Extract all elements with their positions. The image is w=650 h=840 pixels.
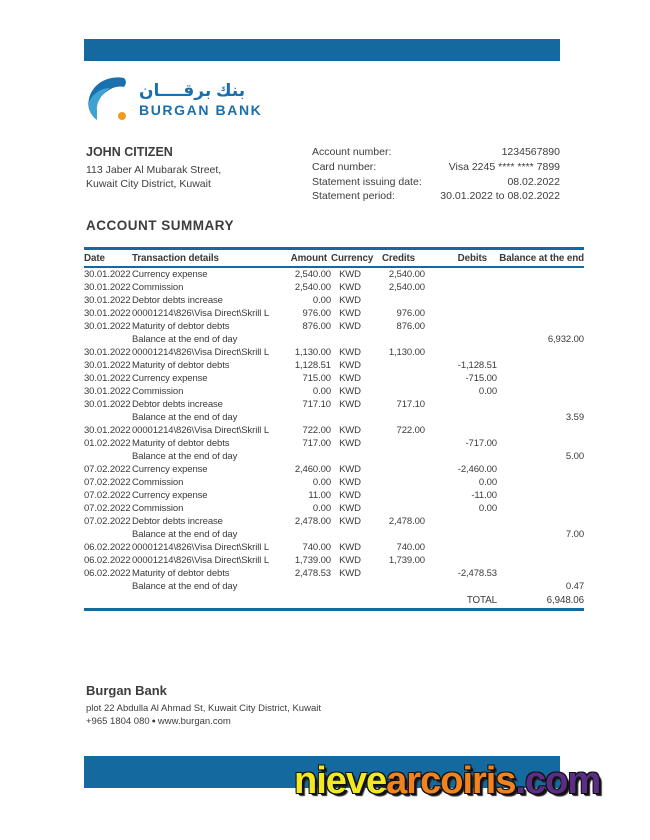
- cell-date: 01.02.2022: [84, 438, 131, 449]
- cell-balance: [497, 437, 584, 450]
- header-date: Date: [84, 249, 132, 268]
- bullet-separator-icon: ●: [151, 718, 156, 725]
- cell-currency: [331, 333, 369, 346]
- cell-credits: [369, 580, 425, 593]
- cell-currency: KWD: [339, 386, 361, 397]
- day-balance-row: [84, 333, 584, 346]
- cell-date: [84, 528, 132, 541]
- day-balance-row: [84, 450, 584, 463]
- cell-amount: 0.00: [312, 386, 331, 397]
- transaction-row: [84, 307, 584, 320]
- cell-balance: 7.00: [565, 529, 584, 540]
- cell-date: 30.01.2022: [84, 360, 131, 371]
- account-info-label: Statement period:: [312, 190, 395, 203]
- transaction-row: [84, 398, 584, 411]
- cell-amount: [282, 333, 331, 346]
- cell-currency: KWD: [339, 568, 361, 579]
- cell-currency: KWD: [339, 516, 361, 527]
- footer-block: [86, 683, 321, 728]
- cell-currency: [331, 450, 369, 463]
- transaction-row: [84, 476, 584, 489]
- header-transaction-details: Transaction details: [132, 249, 282, 268]
- cell-amount: 722.00: [302, 425, 331, 436]
- cell-amount: [282, 411, 331, 424]
- cell-amount: 0.00: [312, 295, 331, 306]
- bank-logo: [84, 74, 262, 124]
- cell-debits: [425, 281, 497, 294]
- cell-currency: KWD: [339, 308, 361, 319]
- cell-credits: [369, 502, 425, 515]
- cell-credits: [369, 411, 425, 424]
- cell-balance: [497, 476, 584, 489]
- cell-details: Balance at the end of day: [132, 451, 238, 462]
- cell-debits: [425, 450, 497, 463]
- cell-date: [84, 333, 132, 346]
- account-info-row: [312, 145, 560, 160]
- cell-debits: [425, 307, 497, 320]
- cell-credits: 2,540.00: [388, 269, 425, 280]
- bank-name-latin: BURGAN BANK: [139, 101, 263, 118]
- cell-balance: [497, 541, 584, 554]
- cell-details: Balance at the end of day: [132, 581, 238, 592]
- transaction-row: [84, 294, 584, 307]
- cell-date: 30.01.2022: [84, 282, 131, 293]
- cell-credits: [369, 359, 425, 372]
- cell-details: Commission: [132, 503, 184, 514]
- cell-credits: [369, 567, 425, 580]
- transaction-row: [84, 463, 584, 476]
- cell-amount: 2,540.00: [294, 269, 331, 280]
- cell-date: 30.01.2022: [84, 295, 131, 306]
- cell-debits: -717.00: [465, 438, 497, 449]
- cell-amount: 2,478.00: [294, 516, 331, 527]
- cell-debits: [425, 320, 497, 333]
- cell-amount: 2,540.00: [294, 282, 331, 293]
- customer-address-line1: 113 Jaber Al Mubarak Street,: [86, 164, 222, 176]
- transaction-row: [84, 489, 584, 502]
- cell-debits: [425, 398, 497, 411]
- account-info-label: Card number:: [312, 160, 377, 173]
- total-value: 6,948.06: [497, 593, 584, 610]
- cell-credits: [369, 437, 425, 450]
- cell-details: Currency expense: [132, 490, 208, 501]
- cell-date: 30.01.2022: [84, 425, 131, 436]
- header-debits: Debits: [425, 249, 497, 268]
- transaction-row: [84, 554, 584, 567]
- bank-name-arabic: بنك برقــــان: [139, 80, 246, 100]
- header-amount: Amount: [282, 249, 331, 268]
- cell-details: Balance at the end of day: [132, 412, 238, 423]
- cell-date: 30.01.2022: [84, 399, 131, 410]
- cell-details: Maturity of debtor debts: [132, 360, 230, 371]
- cell-debits: [425, 333, 497, 346]
- account-info-value: 08.02.2022: [507, 175, 560, 188]
- cell-date: [84, 580, 132, 593]
- cell-balance: [497, 463, 584, 476]
- transaction-row: [84, 372, 584, 385]
- account-info-block: [312, 145, 560, 204]
- cell-balance: [497, 359, 584, 372]
- transaction-row: [84, 515, 584, 528]
- cell-details: 00001214\826\Visa Direct\Skrill L: [132, 308, 269, 319]
- cell-balance: [497, 489, 584, 502]
- watermark-part-1: nieve: [294, 760, 387, 802]
- cell-debits: 0.00: [478, 477, 497, 488]
- cell-date: 30.01.2022: [84, 321, 131, 332]
- cell-balance: [497, 502, 584, 515]
- statement-table-body: [84, 267, 584, 593]
- cell-currency: KWD: [339, 373, 361, 384]
- cell-date: 07.02.2022: [84, 464, 131, 475]
- cell-balance: [497, 424, 584, 437]
- cell-balance: [497, 554, 584, 567]
- cell-date: 30.01.2022: [84, 373, 131, 384]
- cell-debits: 0.00: [478, 386, 497, 397]
- total-row: [84, 593, 584, 610]
- cell-amount: 740.00: [302, 542, 331, 553]
- cell-date: 07.02.2022: [84, 516, 131, 527]
- statement-table-header: [84, 249, 584, 268]
- cell-currency: KWD: [339, 477, 361, 488]
- total-label: TOTAL: [425, 593, 497, 610]
- account-info-value: Visa 2245 **** **** 7899: [448, 160, 560, 173]
- cell-amount: 1,128.51: [294, 360, 331, 371]
- cell-currency: KWD: [339, 555, 361, 566]
- cell-balance: [497, 307, 584, 320]
- cell-credits: [369, 333, 425, 346]
- cell-currency: KWD: [339, 282, 361, 293]
- cell-debits: [425, 541, 497, 554]
- cell-balance: [497, 385, 584, 398]
- cell-debits: [425, 580, 497, 593]
- cell-amount: [282, 528, 331, 541]
- cell-balance: 3.59: [565, 412, 584, 423]
- transaction-row: [84, 320, 584, 333]
- watermark: [294, 760, 600, 803]
- cell-currency: KWD: [339, 503, 361, 514]
- cell-balance: 0.47: [565, 581, 584, 592]
- cell-debits: -2,478.53: [457, 568, 497, 579]
- customer-name: JOHN CITIZEN: [86, 145, 173, 159]
- transaction-row: [84, 437, 584, 450]
- transaction-row: [84, 567, 584, 580]
- cell-details: Currency expense: [132, 464, 208, 475]
- cell-amount: 717.00: [302, 438, 331, 449]
- cell-details: Balance at the end of day: [132, 529, 238, 540]
- cell-amount: 1,739.00: [294, 555, 331, 566]
- day-balance-row: [84, 528, 584, 541]
- cell-date: 07.02.2022: [84, 503, 131, 514]
- cell-amount: 0.00: [312, 477, 331, 488]
- cell-amount: 0.00: [312, 503, 331, 514]
- cell-date: 06.02.2022: [84, 542, 131, 553]
- cell-currency: KWD: [339, 438, 361, 449]
- transaction-row: [84, 281, 584, 294]
- cell-credits: [369, 372, 425, 385]
- cell-debits: [425, 424, 497, 437]
- cell-balance: [497, 372, 584, 385]
- cell-debits: [425, 267, 497, 281]
- cell-currency: KWD: [339, 464, 361, 475]
- cell-debits: [425, 528, 497, 541]
- cell-date: 30.01.2022: [84, 386, 131, 397]
- cell-currency: KWD: [339, 490, 361, 501]
- cell-debits: [425, 515, 497, 528]
- cell-amount: [282, 450, 331, 463]
- transaction-row: [84, 359, 584, 372]
- cell-currency: KWD: [339, 425, 361, 436]
- cell-credits: 1,130.00: [388, 347, 425, 358]
- cell-debits: [425, 346, 497, 359]
- cell-balance: [497, 515, 584, 528]
- account-info-row: [312, 160, 560, 175]
- cell-credits: 717.10: [396, 399, 425, 410]
- cell-amount: 717.10: [302, 399, 331, 410]
- cell-credits: [369, 450, 425, 463]
- cell-debits: [425, 554, 497, 567]
- cell-details: Maturity of debtor debts: [132, 568, 230, 579]
- cell-balance: [497, 267, 584, 281]
- header-currency: Currency: [331, 249, 369, 268]
- cell-details: Debtor debts increase: [132, 516, 223, 527]
- footer-phone: +965 1804 080: [86, 716, 150, 727]
- cell-amount: [282, 580, 331, 593]
- header-row: [84, 249, 584, 268]
- account-info-label: Account number:: [312, 146, 392, 158]
- cell-amount: 876.00: [302, 321, 331, 332]
- cell-amount: 715.00: [302, 373, 331, 384]
- cell-currency: KWD: [339, 321, 361, 332]
- statement-table: [84, 247, 584, 611]
- cell-credits: [369, 489, 425, 502]
- transaction-row: [84, 385, 584, 398]
- cell-details: Commission: [132, 477, 184, 488]
- cell-details: Currency expense: [132, 373, 208, 384]
- cell-credits: 876.00: [396, 321, 425, 332]
- cell-debits: -11.00: [471, 490, 497, 501]
- transaction-row: [84, 502, 584, 515]
- cell-date: [84, 411, 132, 424]
- cell-credits: 976.00: [396, 308, 425, 319]
- section-title: ACCOUNT SUMMARY: [86, 218, 234, 233]
- cell-date: 06.02.2022: [84, 568, 131, 579]
- cell-credits: [369, 528, 425, 541]
- transaction-row: [84, 424, 584, 437]
- cell-details: Commission: [132, 282, 184, 293]
- burgan-swoosh-icon: [84, 74, 130, 124]
- cell-currency: KWD: [339, 542, 361, 553]
- cell-amount: 2,478.53: [294, 568, 331, 579]
- cell-currency: KWD: [339, 399, 361, 410]
- cell-credits: [369, 385, 425, 398]
- header-bar: [84, 39, 560, 61]
- transaction-row: [84, 267, 584, 281]
- transaction-row: [84, 541, 584, 554]
- watermark-part-2: arcoiris: [386, 760, 516, 802]
- cell-date: 07.02.2022: [84, 490, 131, 501]
- cell-date: 30.01.2022: [84, 308, 131, 319]
- cell-currency: KWD: [339, 295, 361, 306]
- cell-details: 00001214\826\Visa Direct\Skrill L: [132, 542, 269, 553]
- cell-date: [84, 450, 132, 463]
- cell-currency: KWD: [339, 269, 361, 280]
- cell-credits: [369, 463, 425, 476]
- cell-balance: [497, 346, 584, 359]
- cell-details: 00001214\826\Visa Direct\Skrill L: [132, 425, 269, 436]
- cell-credits: 740.00: [396, 542, 425, 553]
- bank-logo-text: [139, 81, 262, 118]
- account-info-label: Statement issuing date:: [312, 175, 422, 188]
- cell-debits: [425, 411, 497, 424]
- footer-address: plot 22 Abdulla Al Ahmad St, Kuwait City District, Kuwait: [86, 703, 321, 714]
- cell-details: Balance at the end of day: [132, 334, 238, 345]
- statement-table-footer: [84, 593, 584, 610]
- cell-balance: [497, 320, 584, 333]
- cell-currency: [331, 528, 369, 541]
- cell-currency: KWD: [339, 360, 361, 371]
- customer-block: [86, 145, 221, 204]
- cell-balance: [497, 281, 584, 294]
- cell-date: 30.01.2022: [84, 347, 131, 358]
- cell-balance: [497, 567, 584, 580]
- cell-details: Commission: [132, 386, 184, 397]
- day-balance-row: [84, 580, 584, 593]
- cell-details: Debtor debts increase: [132, 295, 223, 306]
- cell-debits: -1,128.51: [457, 360, 497, 371]
- cell-amount: 976.00: [302, 308, 331, 319]
- cell-credits: 2,540.00: [388, 282, 425, 293]
- cell-details: Maturity of debtor debts: [132, 321, 230, 332]
- footer-contact: [86, 715, 321, 728]
- cell-credits: [369, 294, 425, 307]
- transaction-row: [84, 346, 584, 359]
- cell-credits: 1,739.00: [388, 555, 425, 566]
- day-balance-row: [84, 411, 584, 424]
- cell-amount: 1,130.00: [294, 347, 331, 358]
- header-balance: Balance at the end: [497, 249, 584, 268]
- cell-details: Maturity of debtor debts: [132, 438, 230, 449]
- cell-credits: [369, 476, 425, 489]
- cell-balance: 6,932.00: [547, 334, 584, 345]
- cell-currency: KWD: [339, 347, 361, 358]
- cell-balance: [497, 294, 584, 307]
- cell-debits: [425, 294, 497, 307]
- account-info-value: 30.01.2022 to 08.02.2022: [440, 190, 560, 203]
- cell-date: 07.02.2022: [84, 477, 131, 488]
- cell-amount: 11.00: [308, 490, 331, 501]
- cell-date: 30.01.2022: [84, 269, 131, 280]
- cell-balance: 5.00: [565, 451, 584, 462]
- cell-credits: 722.00: [396, 425, 425, 436]
- footer-website: www.burgan.com: [157, 716, 231, 727]
- account-info-row: [312, 189, 560, 204]
- footer-bank-name: Burgan Bank: [86, 683, 167, 698]
- header-credits: Credits: [369, 249, 425, 268]
- cell-debits: -2,460.00: [457, 464, 497, 475]
- cell-details: 00001214\826\Visa Direct\Skrill L: [132, 347, 269, 358]
- cell-amount: 2,460.00: [294, 464, 331, 475]
- cell-credits: 2,478.00: [388, 516, 425, 527]
- customer-address-line2: Kuwait City District, Kuwait: [86, 178, 211, 190]
- account-info-value: 1234567890: [501, 146, 560, 158]
- info-row: [86, 145, 560, 204]
- cell-details: Debtor debts increase: [132, 399, 223, 410]
- account-info-row: [312, 175, 560, 190]
- cell-balance: [497, 398, 584, 411]
- cell-date: 06.02.2022: [84, 555, 131, 566]
- cell-details: 00001214\826\Visa Direct\Skrill L: [132, 555, 269, 566]
- cell-currency: [331, 411, 369, 424]
- cell-details: Currency expense: [132, 269, 208, 280]
- cell-currency: [331, 580, 369, 593]
- cell-debits: 0.00: [478, 503, 497, 514]
- watermark-part-3: .com: [515, 760, 601, 802]
- cell-debits: -715.00: [465, 373, 497, 384]
